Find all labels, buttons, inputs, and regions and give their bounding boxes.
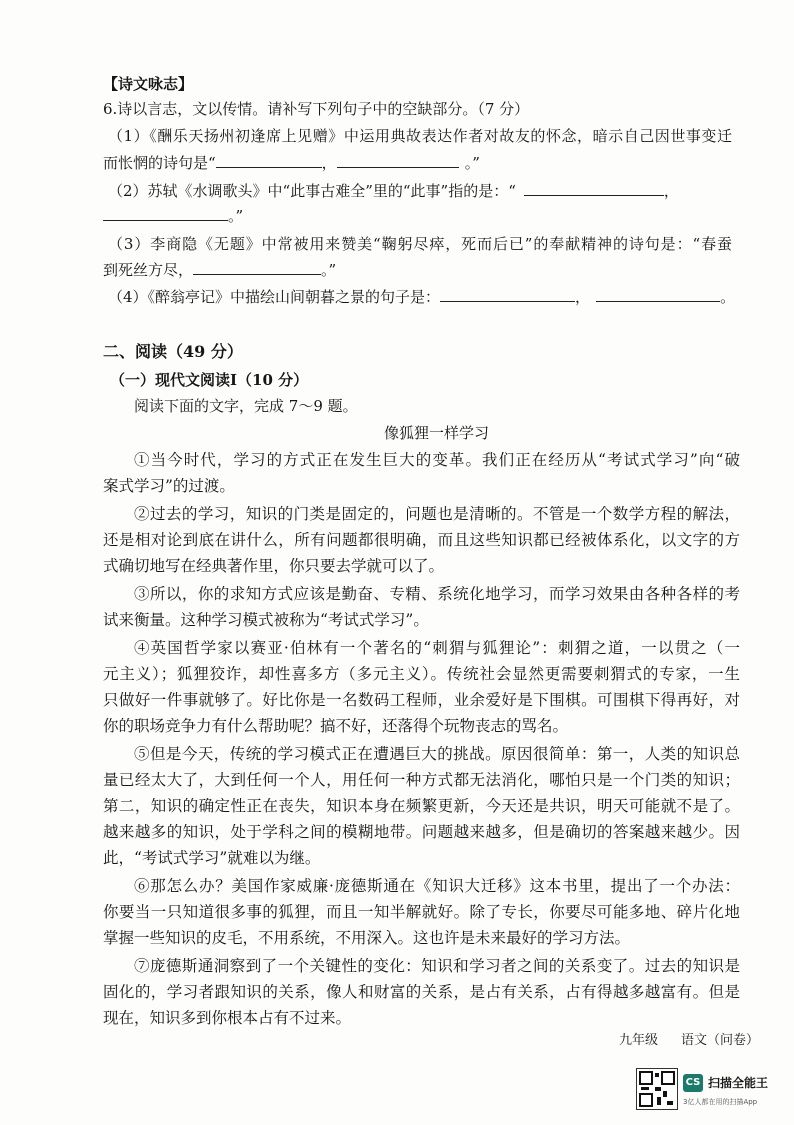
article-line: 第二，知识的确定性正在丧失，知识本身在频繁更新，今天还是共识，明天可能就不是了。 xyxy=(103,797,740,815)
article-line: 还是相对论到底在讲什么，所有问题都很明确，而且这些知识都已经被体系化，以文字的方 xyxy=(103,531,740,549)
item2-line2: 。” xyxy=(103,206,243,226)
article-line: ⑤但是今天，传统的学习模式正在遭遇巨大的挑战。原因很简单：第一，人类的知识总 xyxy=(134,745,740,763)
item1-line1: （1）《酬乐天扬州初逢席上见赠》中运用典故表达作者对故友的怀念，暗示自己因世事变迁 xyxy=(108,127,732,145)
item4-line: （4）《醉翁亭记》中描绘山间朝暮之景的句子是： ， 。 xyxy=(108,288,736,306)
article-line: 固化的，学习者跟知识的关系，像人和财富的关系，是占有关系，占有得越多越富有。但是 xyxy=(103,983,740,1001)
reading-instruction: 阅读下面的文字，完成 7～9 题。 xyxy=(134,397,358,415)
article-line: 你要当一只知道很多事的狐狸，而且一知半解就好。除了专长，你要尽可能多地、碎片化地 xyxy=(103,903,740,921)
item1-line2: 而怅惘的诗句是“ ， 。” xyxy=(103,154,480,172)
question-6: 6.诗以言志，文以传情。请补写下列句子中的空缺部分。（7 分） xyxy=(103,100,530,118)
reading-subheading: （一）现代文阅读Ⅰ（10 分） xyxy=(110,371,309,389)
article-line: ⑦庞德斯通洞察到了一个关键性的变化：知识和学习者之间的关系变了。过去的知识是 xyxy=(134,957,740,975)
article-line: 你的职场竞争力有什么帮助呢？搞不好，还落得个玩物丧志的骂名。 xyxy=(103,717,569,735)
scanner-app-name: 扫描全能王 xyxy=(708,1076,769,1090)
article-line: ③所以，你的求知方式应该是勤奋、专精、系统化地学习，而学习效果由各种各样的考 xyxy=(134,585,740,603)
reading-heading: 二、阅读（49 分） xyxy=(103,342,243,361)
article-line: 越来越多的知识，处于学科之间的模糊地带。问题越来越多，但是确切的答案越来越少。因 xyxy=(103,823,740,841)
article-line: ⑥那怎么办？美国作家威廉·庞德斯通在《知识大迁移》这本书里，提出了一个办法： xyxy=(134,877,740,895)
answer-blank[interactable] xyxy=(337,153,459,168)
scanner-tagline: 3亿人都在用的扫描App xyxy=(683,1098,758,1106)
item3-line1: （3）李商隐《无题》中常被用来赞美“鞠躬尽瘁，死而后已”的奉献精神的诗句是：“春蚕 xyxy=(108,235,732,253)
grade-label: 九年级 xyxy=(619,1033,659,1048)
article-line: 式确切地写在经典著作里，你只要去学就可以了。 xyxy=(103,557,445,575)
article-line: 元主义）；狐狸狡诈，却性喜多方（多元主义）。传统社会显然更需要刺猬式的专家，一生 xyxy=(103,665,740,683)
answer-blank[interactable] xyxy=(103,206,228,221)
article-title: 像狐狸一样学习 xyxy=(384,424,490,442)
section-heading: 【诗文咏志】 xyxy=(103,75,194,93)
article-line: ④英国哲学家以赛亚·伯林有一个著名的“刺猬与狐狸论”：刺猬之道，一以贯之（一 xyxy=(134,639,740,657)
item3-line2: 到死丝方尽， 。” xyxy=(103,261,337,279)
article-line: 此，“考试式学习”就难以为继。 xyxy=(103,849,321,867)
answer-blank[interactable] xyxy=(524,181,664,196)
article-line: 掌握一些知识的皮毛，不用系统，不用深入。这也许是未来最好的学习方法。 xyxy=(103,929,631,947)
item2-line1: （2）苏轼《水调歌头》中“此事古难全”里的“此事”指的是：“ ， xyxy=(108,182,679,200)
article-line: 试来衡量。这种学习模式被称为“考试式学习”。 xyxy=(103,611,429,629)
article-line: 量已经太大了，大到任何一个人，用任何一种方式都无法消化，哪怕只是一个门类的知识； xyxy=(103,771,740,789)
answer-blank[interactable] xyxy=(440,287,575,302)
article-line: ②过去的学习，知识的门类是固定的，问题也是清晰的。不管是一个数学方程的解法， xyxy=(134,505,740,523)
qr-code-icon xyxy=(636,1068,678,1110)
article-line: 案式学习”的过渡。 xyxy=(103,477,235,495)
answer-blank[interactable] xyxy=(193,260,321,275)
article-line: 只做好一件事就够了。好比你是一名数码工程师，业余爱好是下围棋。可围棋下得再好，对 xyxy=(103,691,740,709)
article-line: 现在，知识多到你根本占有不过来。 xyxy=(103,1009,352,1027)
camscanner-logo-icon: CS xyxy=(683,1074,703,1092)
answer-blank[interactable] xyxy=(216,153,322,168)
subject-label: 语文（问卷） xyxy=(681,1033,760,1048)
answer-blank[interactable] xyxy=(596,287,720,302)
article-line: ①当今时代，学习的方式正在发生巨大的变革。我们正在经历从“考试式学习”向“破 xyxy=(134,451,740,469)
